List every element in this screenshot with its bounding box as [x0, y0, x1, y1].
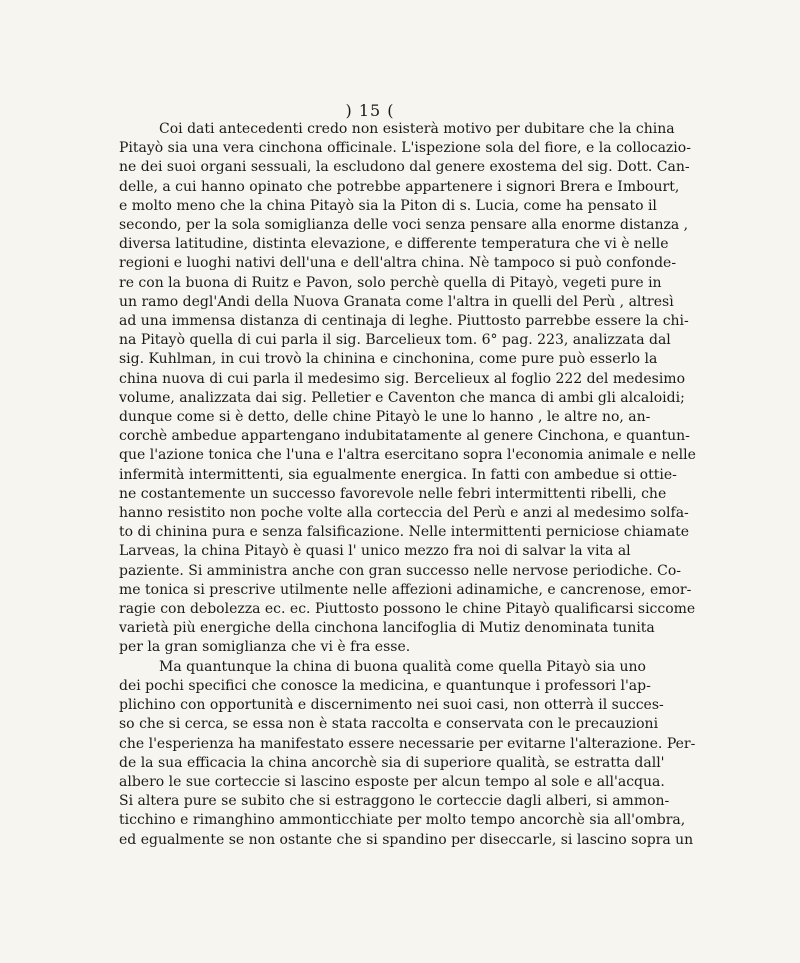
text-line: ragie con debolezza ec. ec. Piuttosto possono le chine Pitayò qualificarsi siccome: [119, 601, 696, 618]
text-line: varietà più energiche della cinchona lancifoglia di Mutiz denominata tunita: [119, 620, 655, 637]
text-line: e molto meno che la china Pitayò sia la Piton di s. Lucia, come ha pensato il: [119, 197, 657, 214]
text-line: regioni e luoghi nativi dell'una e dell'altra china. Nè tampoco si può confonde-: [119, 255, 677, 272]
text-line: un ramo degl'Andi della Nuova Granata come l'altra in quelli del Perù , altresì: [119, 293, 674, 310]
text-line: ne costantemente un successo favorevole nelle febri intermittenti ribelli, che: [119, 485, 667, 502]
text-line: plichino con opportunità e discernimento nei suoi casi, non otterrà il succes-: [119, 697, 664, 714]
text-line: me tonica si prescrive utilmente nelle affezioni adinamiche, e cancrenose, emor-: [119, 581, 692, 598]
text-line: infermità intermittenti, sia egualmente energica. In fatti con ambedue si ottie-: [119, 466, 677, 483]
text-line: ne dei suoi organi sessuali, la escludono dal genere exostema del sig. Dott. Can-: [119, 159, 690, 176]
text-line: corchè ambedue appartengano indubitatamente al genere Cinchona, e quantun-: [119, 428, 690, 445]
text-line: albero le sue corteccie si lascino esposte per alcun tempo al sole e all'acqua.: [119, 773, 665, 790]
text-line: que l'azione tonica che l'una e l'altra esercitano sopra l'economia animale e nelle: [119, 447, 696, 464]
text-line: per la gran somiglianza che vi è fra esse.: [119, 639, 411, 656]
text-line: so che si cerca, se essa non è stata raccolta e conservata con le precauzioni: [119, 716, 659, 733]
text-line: china nuova di cui parla il medesimo sig. Bercelieux al foglio 222 del medesimo: [119, 370, 686, 387]
text-line: paziente. Si amministra anche con gran successo nelle nervose periodiche. Co-: [119, 562, 681, 579]
text-line: diversa latitudine, distinta elevazione, e differente temperatura che vi è nelle: [119, 236, 669, 253]
text-line: Larveas, la china Pitayò è quasi l' unico mezzo fra noi di salvar la vita al: [119, 543, 631, 560]
text-line: sig. Kuhlman, in cui trovò la chinina e cinchonina, come pure può esserlo la: [119, 351, 658, 368]
text-line: delle, a cui hanno opinato che potrebbe appartenere i signori Brera e Imbourt,: [119, 178, 680, 195]
text-line: na Pitayò quella di cui parla il sig. Barcelieux tom. 6° pag. 223, analizzata dal: [119, 332, 671, 349]
text-line: ad una immensa distanza di centinaja di leghe. Piuttosto parrebbe essere la chi-: [119, 313, 689, 330]
text-line: Coi dati antecedenti credo non esisterà motivo per dubitare che la china: [159, 121, 675, 137]
text-line: dunque come si è detto, delle chine Pitayò le une lo hanno , le altre no, an-: [119, 409, 651, 426]
text-line: volume, analizzata dai sig. Pelletier e Caventon che manca di ambi gli alcaloidi;: [119, 389, 685, 406]
text-line: Si altera pure se subito che si estraggono le corteccie dagli alberi, si ammon-: [119, 793, 670, 810]
text-line: che l'esperienza ha manifestato essere necessarie per evitarne l'alterazione. Per-: [119, 735, 696, 752]
text-line: Ma quantunque la china di buona qualità come quella Pitayò sia uno: [159, 658, 646, 675]
text-line: hanno resistito non poche volte alla corteccia del Perù e anzi al medesimo solfa-: [119, 505, 689, 522]
text-line: secondo, per la sola somiglianza delle voci senza pensare alla enorme distanza ,: [119, 217, 689, 234]
text-line: to di chinina pura e senza falsificazione. Nelle intermittenti perniciose chiamate: [119, 524, 690, 541]
text-line: ticchino e rimanghino ammonticchiate per molto tempo ancorchè sia all'ombra,: [119, 812, 686, 829]
text-line: ed egualmente se non ostante che si spandino per diseccarle, si lascino sopra un: [119, 831, 694, 848]
text-line: dei pochi specifici che conosce la medicina, e quantunque i professori l'ap-: [119, 677, 651, 694]
text-line: re con la buona di Ruitz e Pavon, solo perchè quella di Pitayò, vegeti pure in: [119, 274, 662, 291]
text-line: de la sua efficacia la china ancorchè sia di superiore qualità, se estratta dall': [119, 754, 665, 771]
text-line: Pitayò sia una vera cinchona officinale. L'ispezione sola del fiore, e la collocazio-: [119, 140, 691, 157]
body-text: [119, 120, 696, 850]
page-number: ) 15 (: [345, 101, 395, 120]
